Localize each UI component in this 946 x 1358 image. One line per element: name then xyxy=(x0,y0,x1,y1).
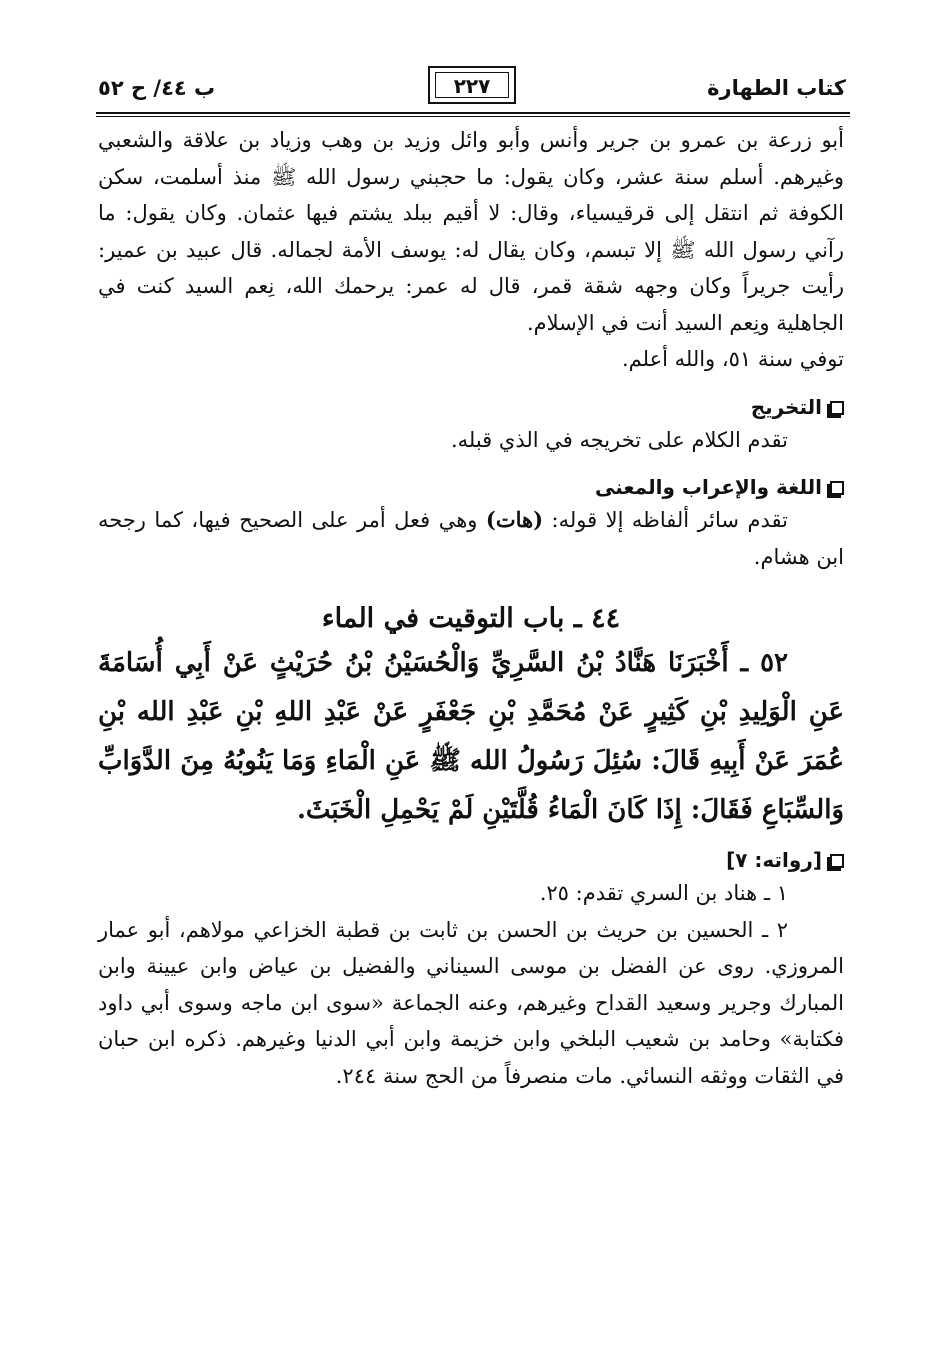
narrator-1: ١ ـ هناد بن السري تقدم: ٢٥. xyxy=(539,881,788,905)
checkbox-icon xyxy=(830,481,844,495)
checkbox-icon xyxy=(830,854,844,868)
book-title: كتاب الطهارة xyxy=(707,76,846,100)
lugha-text xyxy=(98,502,844,575)
page-content xyxy=(98,122,844,1094)
lugha-heading xyxy=(98,472,844,502)
ruwat-heading-label: [رواته: ٧] xyxy=(726,848,822,872)
takhrij-heading xyxy=(98,392,844,422)
bio-death: توفي سنة ٥١، والله أعلم. xyxy=(621,347,844,371)
page-number: ٢٢٧ xyxy=(435,72,509,98)
ruwat-heading xyxy=(98,845,844,875)
page-number-box xyxy=(428,66,516,104)
takhrij-heading-label: التخريج xyxy=(750,394,822,419)
header-rule xyxy=(96,112,850,114)
chapter-title: ٤٤ ـ باب التوقيت في الماء xyxy=(321,603,621,634)
hadith-text: ٥٢ ـ أَخْبَرَنَا هَنَّادُ بْنُ السَّرِيِّ وَالْحُسَيْنُ بْنُ حُرَيْثٍ عَنْ أَبِي أُسَامَةَ عَنِ الْوَلِيدِ بْنِ كَثِيرٍ عَنْ مُحَمَّدِ بْنِ جَعْفَرٍ عَنْ عَبْدِ اللهِ بْنِ عَبْدِ الله بْنِ عُمَرَ عَنْ أَبِيهِ قَالَ: سُئِلَ رَسُولُ الله ﷺ عَنِ الْمَاءِ وَمَا يَنُوبُهُ مِنَ الدَّوَابِّ وَالسِّبَاعِ فَقَالَ: إِذَا كَانَ الْمَاءُ قُلَّتَيْنِ لَمْ يَحْمِلِ الْخَبَثَ. xyxy=(98,648,844,825)
header-rule-thin xyxy=(96,116,850,117)
section-reference: ب ٤٤/ ح ٥٢ xyxy=(98,76,216,100)
lugha-text-after: وهي فعل أمر على الصحيح فيها، كما رجحه ابن هشام. xyxy=(98,508,844,569)
lugha-heading-label: اللغة والإعراب والمعنى xyxy=(594,475,822,499)
lugha-text-before: تقدم سائر ألفاظه إلا قوله: xyxy=(543,508,788,532)
takhrij-text: تقدم الكلام على تخريجه في الذي قبله. xyxy=(450,427,788,452)
narrator-2: ٢ ـ الحسين بن حريث بن الحسن بن ثابت بن قطبة الخزاعي مولاهم، أبو عمار المروزي. روى عن الفضل بن موسى السيناني والفضيل بن عياض وابن عيينة وابن المبارك وجرير وسعيد القداح وغيرهم، وعنه الجماعة «سوى ابن ماجه وسوى أبي داود فكتابة» وحامد بن شعيب البلخي وابن خزيمة وابن أبي الدنيا وغيرهم. ذكره ابن حبان في الثقات ووثقه النسائي. مات منصرفاً من الحج سنة ٢٤٤. xyxy=(98,917,844,1088)
bio-paragraph: أبو زرعة بن عمرو بن جرير وأنس وأبو وائل وزيد بن وهب وزياد بن علاقة والشعبي وغيرهم. أسلم سنة عشر، وكان يقول: ما حجبني رسول الله ﷺ منذ أسلمت، سكن الكوفة ثم انتقل إلى قرقيسياء، وقال: لا أقيم ببلد يشتم فيها عثمان. وكان يقول: ما رآني رسول الله ﷺ إلا تبسم، وكان يقال له: يوسف الأمة لجماله. قال عبيد بن عمير: رأيت جريراً وكان وجهه شقة قمر، قال له عمر: يرحمك الله، نِعم السيد كنت في الجاهلية ونِعم السيد أنت في الإسلام. xyxy=(98,128,844,335)
lugha-bold-word: (هات) xyxy=(485,507,544,532)
checkbox-icon xyxy=(830,401,844,415)
